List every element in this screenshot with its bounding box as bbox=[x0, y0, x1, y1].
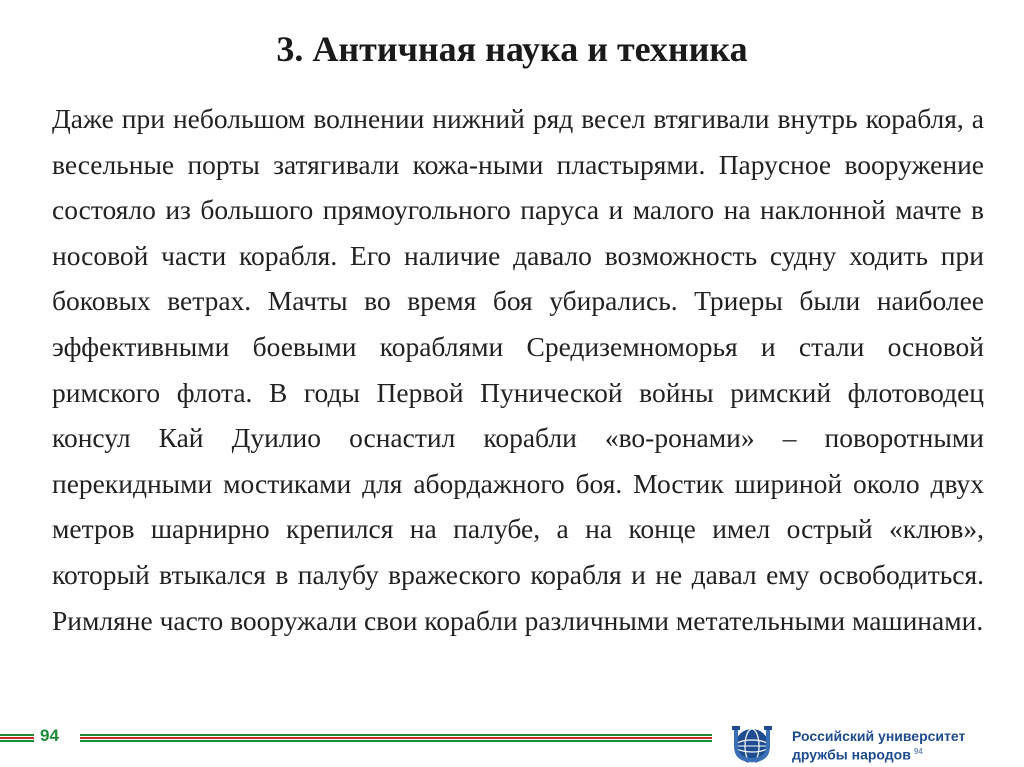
footer-stripes-right bbox=[80, 734, 712, 742]
footer-stripes-left bbox=[0, 734, 34, 742]
slide-footer bbox=[0, 718, 1024, 767]
university-superscript: 94 bbox=[913, 747, 923, 756]
university-globe-logo-icon bbox=[722, 722, 782, 766]
university-name-line2-text: дружбы народов bbox=[792, 746, 911, 763]
slide-title: 3. Античная наука и техника bbox=[276, 29, 748, 69]
university-name-line2 bbox=[792, 744, 965, 763]
university-name bbox=[792, 728, 965, 763]
slide-body-text: Даже при небольшом волнении нижний ряд весел втягивали внутрь корабля, а весельные порты затягивали кожа-ными пластырями. Парусное вооружение состояло из большого прямоугольного паруса и малого на наклонной мачте в носовой части корабля. Его наличие давало возможность судну ходить при боковых ветрах. Мачты во время боя убирались. Триеры были наиболее эффективными боевыми кораблями Средиземноморья и стали основой римского флота. В годы Первой Пунической войны римский флотоводец консул Кай Дуилио оснастил корабли «во-ронами» – поворотными перекидными мостиками для абордажного боя. Мостик шириной около двух метров шарнирно крепился на палубе, а на конце имел острый «клюв», который втыкался в палубу вражеского корабля и не давал ему освободиться. Римляне часто вооружали свои корабли различными метательными машинами. bbox=[52, 103, 984, 636]
university-name-line1: Российский университет bbox=[792, 728, 966, 744]
page-number: 94 bbox=[40, 726, 59, 745]
